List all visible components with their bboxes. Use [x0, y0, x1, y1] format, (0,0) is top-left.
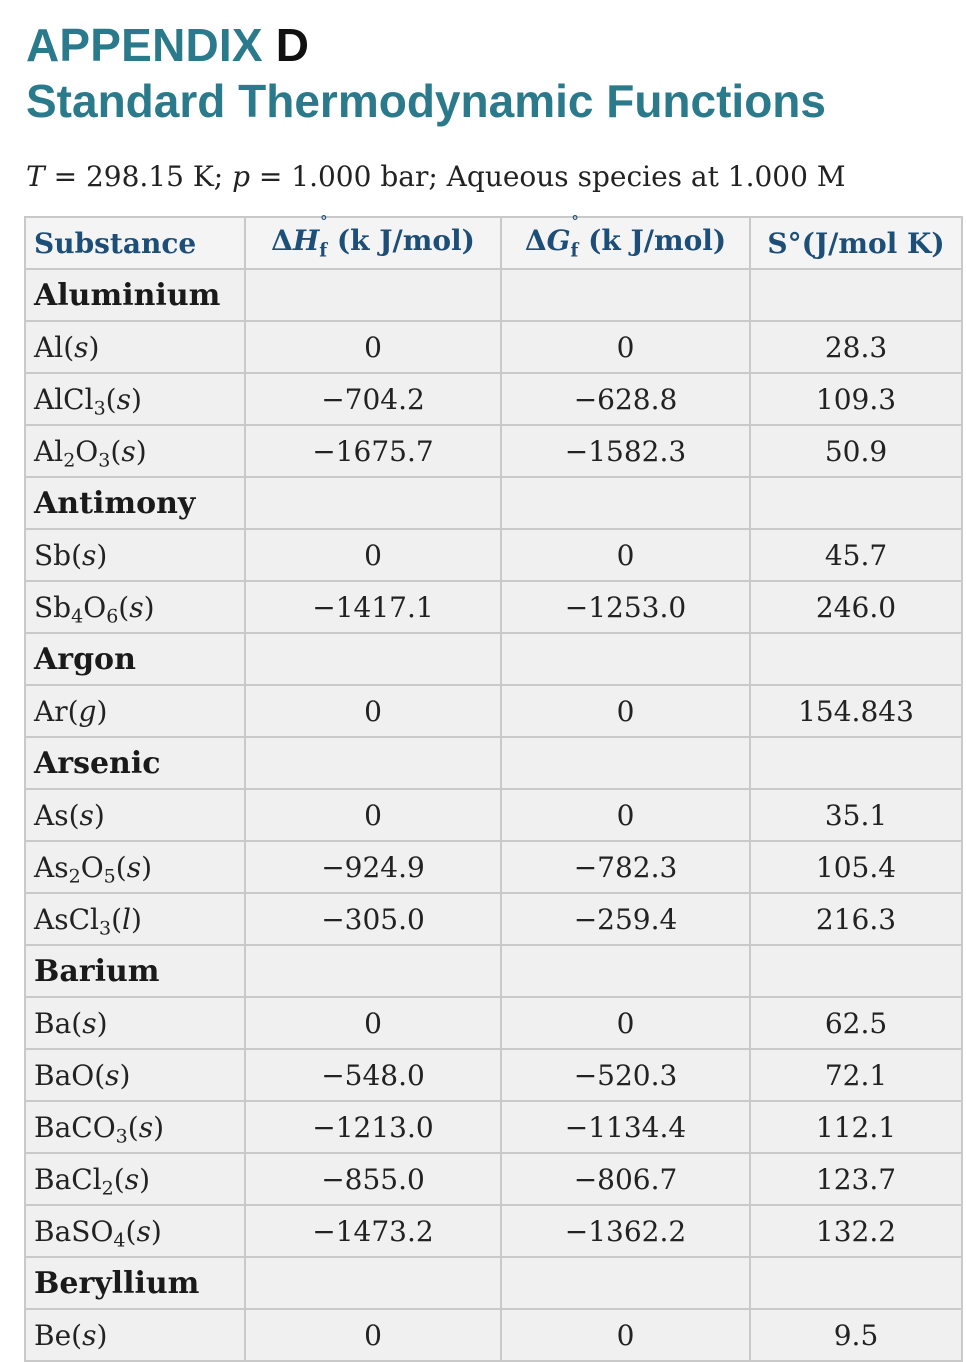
empty-cell	[750, 945, 962, 997]
entropy-cell: 35.1	[750, 789, 962, 841]
substance-cell: BaCO$_3$(s)	[25, 1101, 245, 1153]
page-heading	[26, 18, 826, 130]
enthalpy-cell: 0	[245, 529, 501, 581]
substance-cell: BaSO$_4$(s)	[25, 1205, 245, 1257]
table-row	[25, 1049, 962, 1101]
substance-cell: $Al_2O_3(s)$	[25, 425, 245, 477]
substance-cell: Ar(g)	[25, 685, 245, 737]
table-row	[25, 321, 962, 373]
entropy-cell: 72.1	[750, 1049, 962, 1101]
entropy-cell: 105.4	[750, 841, 962, 893]
element-group-label: Antimony	[25, 477, 245, 529]
appendix-word: APPENDIX	[26, 19, 263, 71]
empty-cell	[501, 945, 750, 997]
empty-cell	[245, 633, 501, 685]
enthalpy-cell: −924.9	[245, 841, 501, 893]
empty-cell	[245, 945, 501, 997]
enthalpy-cell: 0	[245, 997, 501, 1049]
entropy-cell: 112.1	[750, 1101, 962, 1153]
empty-cell	[501, 737, 750, 789]
table-row	[25, 425, 962, 477]
element-group-label: Arsenic	[25, 737, 245, 789]
element-group-label: Aluminium	[25, 269, 245, 321]
gibbs-cell: −782.3	[501, 841, 750, 893]
group-row	[25, 1257, 962, 1309]
entropy-cell: 28.3	[750, 321, 962, 373]
enthalpy-cell: −704.2	[245, 373, 501, 425]
empty-cell	[750, 1257, 962, 1309]
element-group-label: Argon	[25, 633, 245, 685]
substance-cell: $Sb_4O_6(s)$	[25, 581, 245, 633]
entropy-cell: 9.5	[750, 1309, 962, 1361]
empty-cell	[750, 737, 962, 789]
conditions-line: T = 298.15 K; p = 1.000 bar; Aqueous species at 1.000 M	[26, 160, 846, 193]
enthalpy-cell: 0	[245, 685, 501, 737]
empty-cell	[501, 269, 750, 321]
enthalpy-cell: −1213.0	[245, 1101, 501, 1153]
group-row	[25, 477, 962, 529]
enthalpy-cell: 0	[245, 321, 501, 373]
gibbs-cell: 0	[501, 1309, 750, 1361]
empty-cell	[245, 1257, 501, 1309]
gibbs-cell: −520.3	[501, 1049, 750, 1101]
gibbs-cell: 0	[501, 789, 750, 841]
gibbs-cell: −1134.4	[501, 1101, 750, 1153]
empty-cell	[750, 269, 962, 321]
enthalpy-cell: −1473.2	[245, 1205, 501, 1257]
gibbs-cell: 0	[501, 997, 750, 1049]
column-header-gibbs: ΔG ° $_f$ (k J/mol)	[501, 217, 750, 269]
group-row	[25, 269, 962, 321]
gibbs-cell: −628.8	[501, 373, 750, 425]
table-row	[25, 581, 962, 633]
substance-cell: Be(s)	[25, 1309, 245, 1361]
gibbs-cell: 0	[501, 529, 750, 581]
enthalpy-cell: 0	[245, 789, 501, 841]
gibbs-cell: −806.7	[501, 1153, 750, 1205]
enthalpy-cell: −305.0	[245, 893, 501, 945]
entropy-cell: 50.9	[750, 425, 962, 477]
gibbs-cell: 0	[501, 321, 750, 373]
substance-cell: AsCl$_3$(l)	[25, 893, 245, 945]
substance-cell: BaO(s)	[25, 1049, 245, 1101]
substance-cell: As(s)	[25, 789, 245, 841]
entropy-cell: 45.7	[750, 529, 962, 581]
table-row	[25, 529, 962, 581]
element-group-label: Beryllium	[25, 1257, 245, 1309]
substance-cell: BaCl$_2$(s)	[25, 1153, 245, 1205]
enthalpy-cell: −1675.7	[245, 425, 501, 477]
column-header-substance: Substance	[25, 217, 245, 269]
empty-cell	[245, 269, 501, 321]
empty-cell	[245, 737, 501, 789]
group-row	[25, 945, 962, 997]
empty-cell	[501, 633, 750, 685]
table-row	[25, 1309, 962, 1361]
table-row	[25, 685, 962, 737]
substance-cell: Al(s)	[25, 321, 245, 373]
entropy-cell: 246.0	[750, 581, 962, 633]
substance-cell: Ba(s)	[25, 997, 245, 1049]
empty-cell	[750, 633, 962, 685]
enthalpy-cell: 0	[245, 1309, 501, 1361]
table-row	[25, 1205, 962, 1257]
element-group-label: Barium	[25, 945, 245, 997]
enthalpy-cell: −855.0	[245, 1153, 501, 1205]
thermodynamic-table	[24, 213, 963, 1362]
empty-cell	[501, 1257, 750, 1309]
table-row	[25, 373, 962, 425]
table-header-row	[25, 217, 962, 269]
substance-cell: Sb(s)	[25, 529, 245, 581]
group-row	[25, 633, 962, 685]
appendix-letter: D	[275, 19, 310, 71]
table-row	[25, 997, 962, 1049]
gibbs-cell: −1582.3	[501, 425, 750, 477]
substance-cell: AlCl$_3$(s)	[25, 373, 245, 425]
entropy-cell: 132.2	[750, 1205, 962, 1257]
enthalpy-cell: −1417.1	[245, 581, 501, 633]
gibbs-cell: 0	[501, 685, 750, 737]
gibbs-cell: −259.4	[501, 893, 750, 945]
column-header-entropy: S°(J/mol K)	[750, 217, 962, 269]
gibbs-cell: −1253.0	[501, 581, 750, 633]
table-row	[25, 893, 962, 945]
column-header-enthalpy: ΔH ° $_f$ (k J/mol)	[245, 217, 501, 269]
substance-cell: $As_2O_5(s)$	[25, 841, 245, 893]
empty-cell	[501, 477, 750, 529]
appendix-label	[26, 18, 826, 72]
table-row	[25, 1101, 962, 1153]
entropy-cell: 154.843	[750, 685, 962, 737]
entropy-cell: 123.7	[750, 1153, 962, 1205]
empty-cell	[245, 477, 501, 529]
table-row	[25, 789, 962, 841]
enthalpy-cell: −548.0	[245, 1049, 501, 1101]
page-title: Standard Thermodynamic Functions	[26, 75, 826, 127]
entropy-cell: 109.3	[750, 373, 962, 425]
empty-cell	[750, 477, 962, 529]
table-row	[25, 1153, 962, 1205]
table-row	[25, 841, 962, 893]
entropy-cell: 62.5	[750, 997, 962, 1049]
gibbs-cell: −1362.2	[501, 1205, 750, 1257]
entropy-cell: 216.3	[750, 893, 962, 945]
group-row	[25, 737, 962, 789]
